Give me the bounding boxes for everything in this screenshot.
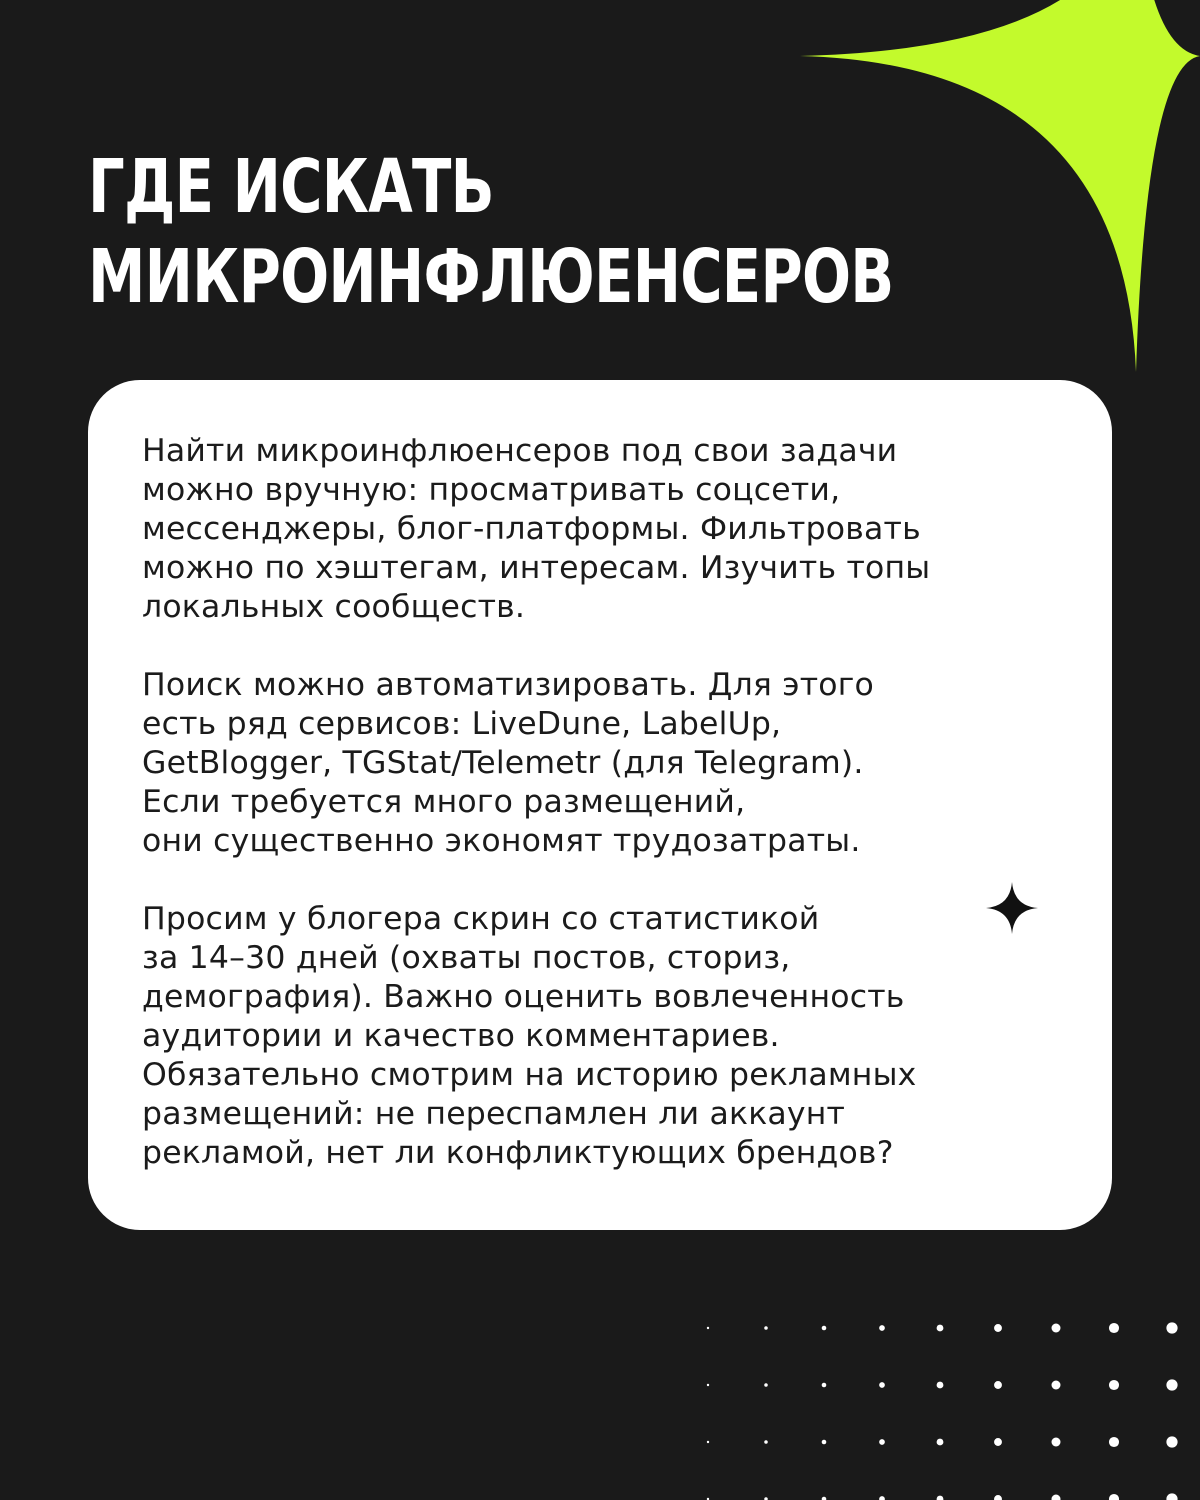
text-line: рекламой, нет ли конфликтующих брендов? <box>142 1135 894 1171</box>
decor-dot <box>994 1324 1002 1332</box>
sparkle-icon <box>986 882 1038 934</box>
text-line: Поиск можно автоматизировать. Для этого <box>142 667 874 703</box>
decor-dot <box>1052 1381 1061 1390</box>
decor-dot <box>822 1440 827 1445</box>
decor-dot <box>707 1327 709 1329</box>
decor-dot <box>1052 1495 1061 1500</box>
decor-dot <box>1109 1323 1119 1333</box>
decor-dot <box>937 1382 944 1389</box>
text-line: демография). Важно оценить вовлеченность <box>142 979 905 1015</box>
decor-dot <box>1166 1493 1177 1500</box>
decor-dot <box>1166 1436 1177 1447</box>
text-line: можно вручную: просматривать соцсети, <box>142 472 841 508</box>
text-line: Если требуется много размещений, <box>142 784 746 820</box>
decor-dot <box>879 1439 885 1445</box>
text-line: за 14–30 дней (охваты постов, сториз, <box>142 940 791 976</box>
text-line: аудитории и качество комментариев. <box>142 1018 780 1054</box>
decor-dot <box>822 1383 827 1388</box>
text-line: есть ряд сервисов: LiveDune, LabelUp, <box>142 706 782 742</box>
text-line: можно по хэштегам, интересам. Изучить топы <box>142 550 931 586</box>
decor-dot <box>707 1441 709 1443</box>
decor-dot <box>764 1383 768 1387</box>
decor-dot <box>994 1495 1002 1500</box>
decor-dot <box>822 1326 827 1331</box>
decor-dot <box>937 1439 944 1446</box>
decor-dot <box>994 1381 1002 1389</box>
page-title <box>88 142 893 322</box>
decor-dot <box>1109 1494 1119 1500</box>
paragraph-automation <box>142 666 1072 861</box>
decor-dot <box>879 1382 885 1388</box>
decor-dot <box>1109 1380 1119 1390</box>
decor-dot <box>707 1384 709 1386</box>
paragraph-statistics <box>142 900 1072 1173</box>
text-line: Обязательно смотрим на историю рекламных <box>142 1057 917 1093</box>
decor-dot <box>879 1325 885 1331</box>
text-line: Найти микроинфлюенсеров под свои задачи <box>142 433 898 469</box>
decor-dot <box>1052 1438 1061 1447</box>
text-line: они существенно экономят трудозатраты. <box>142 823 861 859</box>
decor-dot <box>937 1496 944 1500</box>
title-line-1: ГДЕ ИСКАТЬ <box>88 144 494 230</box>
text-line: локальных сообществ. <box>142 589 526 625</box>
text-line: GetBlogger, TGStat/Telemetr (для Telegram). <box>142 745 864 781</box>
text-line: мессенджеры, блог-платформы. Фильтровать <box>142 511 921 547</box>
decor-dot <box>764 1326 768 1330</box>
decor-dot <box>764 1440 768 1444</box>
dot-grid <box>700 1316 1200 1500</box>
paragraph-manual-search <box>142 432 1072 627</box>
title-line-2: МИКРОИНФЛЮЕНСЕРОВ <box>88 234 894 320</box>
decor-dot <box>1166 1379 1177 1390</box>
decor-dot <box>1052 1324 1061 1333</box>
text-line: Просим у блогера скрин со статистикой <box>142 901 820 937</box>
decor-dot <box>879 1496 885 1500</box>
text-line: размещений: не переспамлен ли аккаунт <box>142 1096 846 1132</box>
text-card <box>88 380 1112 1230</box>
decor-dot <box>994 1438 1002 1446</box>
decor-dot <box>1109 1437 1119 1447</box>
decor-dot <box>937 1325 944 1332</box>
decor-dot <box>1166 1322 1177 1333</box>
